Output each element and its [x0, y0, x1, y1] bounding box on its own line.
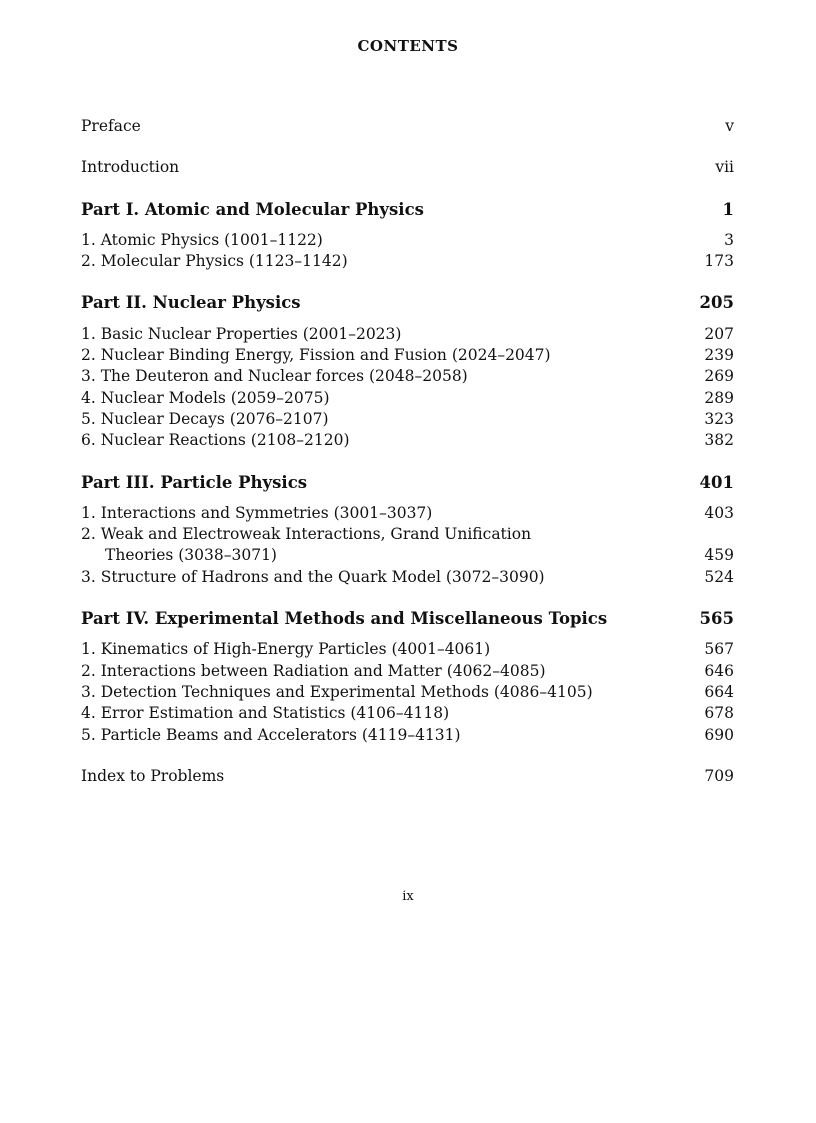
chapter-page: 678 [704, 704, 734, 723]
chapter-page: 323 [704, 409, 734, 428]
chapter-page: 524 [704, 567, 734, 586]
toc-part-4[interactable] [81, 608, 734, 629]
chapter-label: 2. Molecular Physics (1123–1142) [81, 252, 348, 271]
part-title: Part IV. Experimental Methods and Miscellaneous Topics [81, 609, 608, 629]
chapter-page: 567 [704, 640, 734, 659]
entry-label: Index to Problems [81, 766, 225, 785]
page-number: ix [402, 889, 414, 904]
toc-chapter[interactable] [81, 567, 734, 588]
chapter-label: 4. Nuclear Models (2059–2075) [81, 388, 330, 407]
toc-chapter[interactable] [81, 251, 734, 272]
chapter-label: 6. Nuclear Reactions (2108–2120) [81, 431, 350, 450]
chapter-label: 4. Error Estimation and Statistics (4106–4118) [81, 704, 450, 723]
chapter-page: 403 [704, 503, 734, 522]
toc-entry-index[interactable] [81, 766, 734, 787]
toc-entry-introduction[interactable] [81, 157, 734, 178]
chapter-page: 239 [704, 346, 734, 365]
chapter-label: 3. The Deuteron and Nuclear forces (2048–2058) [81, 367, 468, 386]
page-title: CONTENTS [357, 37, 459, 55]
entry-page: 709 [704, 766, 734, 785]
chapter-page: 690 [704, 725, 734, 744]
toc-chapter[interactable] [81, 703, 734, 724]
chapter-page: 289 [704, 388, 734, 407]
toc-chapter[interactable] [81, 503, 734, 524]
toc-chapter[interactable] [81, 324, 734, 345]
chapter-label: 1. Atomic Physics (1001–1122) [81, 230, 323, 249]
part-title: Part III. Particle Physics [81, 472, 308, 492]
chapter-label: 3. Detection Techniques and Experimental Methods (4086–4105) [81, 682, 593, 701]
part-title: Part II. Nuclear Physics [81, 293, 301, 313]
chapter-page: 173 [704, 252, 734, 271]
entry-page: vii [715, 158, 734, 177]
chapter-page: 269 [704, 367, 734, 386]
chapter-page: 3 [724, 230, 734, 249]
table-of-contents [81, 116, 734, 787]
toc-part-2[interactable] [81, 292, 734, 313]
chapter-page: 664 [704, 682, 734, 701]
toc-chapter[interactable] [81, 388, 734, 409]
chapter-page: 646 [704, 661, 734, 680]
toc-entry-preface[interactable] [81, 116, 734, 137]
chapter-page: 207 [704, 324, 734, 343]
chapter-label: 5. Particle Beams and Accelerators (4119–4131) [81, 725, 461, 744]
toc-part-1[interactable] [81, 199, 734, 220]
chapter-page: 382 [704, 431, 734, 450]
chapter-label: 1. Interactions and Symmetries (3001–3037) [81, 503, 433, 522]
part-page: 565 [699, 609, 734, 629]
chapter-label: 1. Kinematics of High-Energy Particles (4001–4061) [81, 640, 491, 659]
toc-chapter[interactable] [81, 345, 734, 366]
toc-chapter[interactable] [81, 639, 734, 660]
chapter-label: 2. Weak and Electroweak Interactions, Grand Unification [81, 525, 532, 544]
chapter-label-continued: Theories (3038–3071) [105, 546, 277, 565]
chapter-label: 3. Structure of Hadrons and the Quark Model (3072–3090) [81, 567, 545, 586]
part-page: 401 [699, 472, 734, 492]
chapter-page: 459 [704, 546, 734, 565]
toc-chapter[interactable] [81, 661, 734, 682]
toc-chapter[interactable] [81, 409, 734, 430]
chapter-label: 1. Basic Nuclear Properties (2001–2023) [81, 324, 402, 343]
toc-chapter[interactable] [81, 430, 734, 451]
chapter-label: 2. Interactions between Radiation and Matter (4062–4085) [81, 661, 546, 680]
toc-chapter[interactable] [81, 524, 734, 567]
entry-page: v [725, 117, 734, 135]
chapter-label: 5. Nuclear Decays (2076–2107) [81, 409, 329, 428]
part-page: 205 [699, 293, 734, 313]
toc-chapter[interactable] [81, 366, 734, 387]
toc-chapter[interactable] [81, 230, 734, 251]
part-title: Part I. Atomic and Molecular Physics [81, 199, 424, 219]
toc-chapter[interactable] [81, 682, 734, 703]
entry-label: Preface [81, 117, 141, 135]
toc-chapter[interactable] [81, 725, 734, 746]
part-page: 1 [722, 199, 734, 219]
toc-part-3[interactable] [81, 472, 734, 493]
chapter-label: 2. Nuclear Binding Energy, Fission and Fusion (2024–2047) [81, 346, 551, 365]
entry-label: Introduction [81, 158, 180, 177]
